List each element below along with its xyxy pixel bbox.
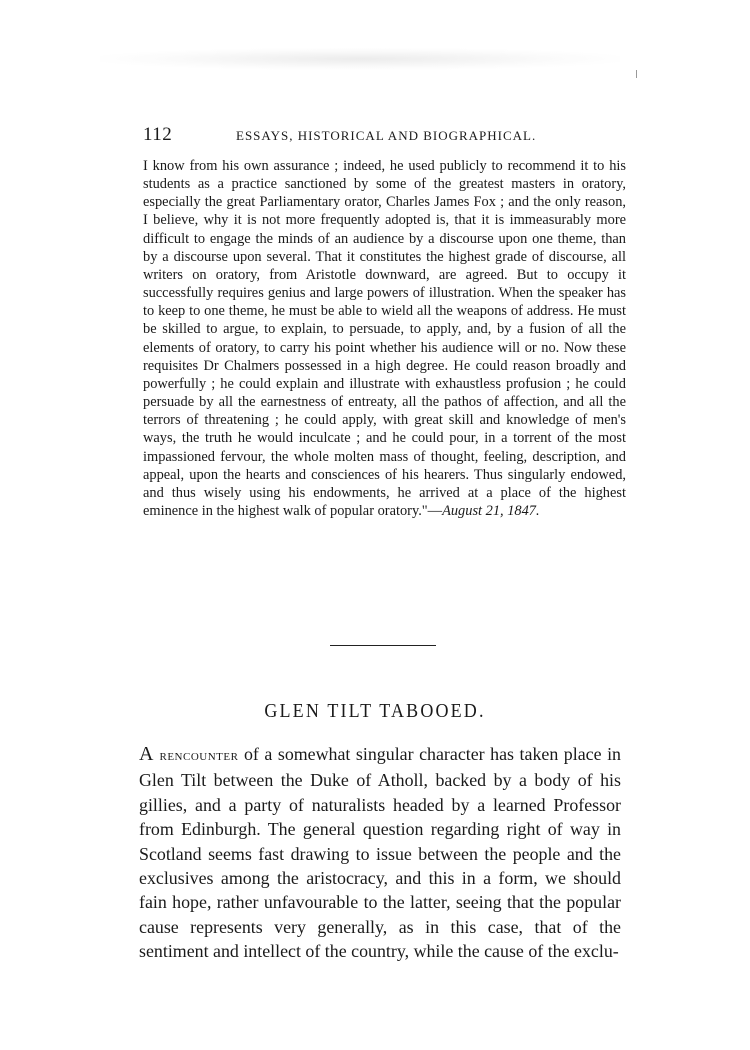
essay-text-block (143, 157, 626, 520)
section-paragraph (139, 742, 621, 964)
scan-mark (636, 70, 637, 78)
scan-artifact (100, 48, 620, 70)
running-header (143, 124, 623, 146)
essay-paragraph-text: I know from his own assurance ; indeed, he used publicly to recommend it to his students as a practice sanctioned by some of the greatest masters in oratory, especially the great Parliamentary orator, Charles James Fox ; and the only reason, I believe, why it is not more frequently adopted is, that it is immeasurably more difficult to engage the minds of an audience by a discourse upon one theme, than by a discourse upon several. That it constitutes the highest grade of discourse, all writers on oratory, from Aristotle downward, are agreed. But to occupy it successfully requires genius and large powers of illustration. When the speaker has to keep to one theme, he must be able to wield all the weapons of address. He must be skilled to argue, to explain, to persuade, to apply, and, by a fusion of all the elements of oratory, to carry his point whether his audience will or no. Now these requisites Dr Chalmers possessed in a high degree. He could reason broadly and powerfully ; he could explain and illustrate with exhaustless profusion ; he could persuade by all the earnestness of entreaty, all the pathos of affection, and all the terrors of threatening ; he could apply, with great skill and knowledge of men's ways, the truth he would inculcate ; and he could pour, in a torrent of the most impassioned fervour, the whole molten mass of thought, feeling, description, and appeal, upon the hearts and consciences of his hearers. Thus singularly endowed, and thus wisely using his endowments, he arrived at a place of the highest eminence in the highest walk of popular oratory."— (143, 158, 626, 519)
section-paragraph-text: of a somewhat singular character has taken place in Glen Tilt between the Duke of Atholl, backed by a body of his gillies, and a party of naturalists headed by a learned Professor from Edinburgh. The general question regarding right of way in Scotland seems fast drawing to issue between the people and the exclusives among the aristocracy, and this in a form, we should fain hope, rather unfavourable to the latter, seeing that the popular cause represents very generally, as in this case, that of the sentiment and intellect of the country, while the cause of the exclu- (139, 744, 621, 962)
essay-paragraph (143, 157, 626, 520)
running-title: ESSAYS, HISTORICAL AND BIOGRAPHICAL. (236, 128, 537, 143)
section-text-block (139, 742, 621, 964)
initial-letter: A (139, 743, 154, 765)
small-caps-word: rencounter (159, 748, 239, 764)
page-number: 112 (143, 124, 173, 145)
section-title: GLEN TILT TABOOED. (264, 700, 486, 722)
essay-date: August 21, 1847. (442, 502, 540, 519)
section-divider (330, 645, 436, 646)
